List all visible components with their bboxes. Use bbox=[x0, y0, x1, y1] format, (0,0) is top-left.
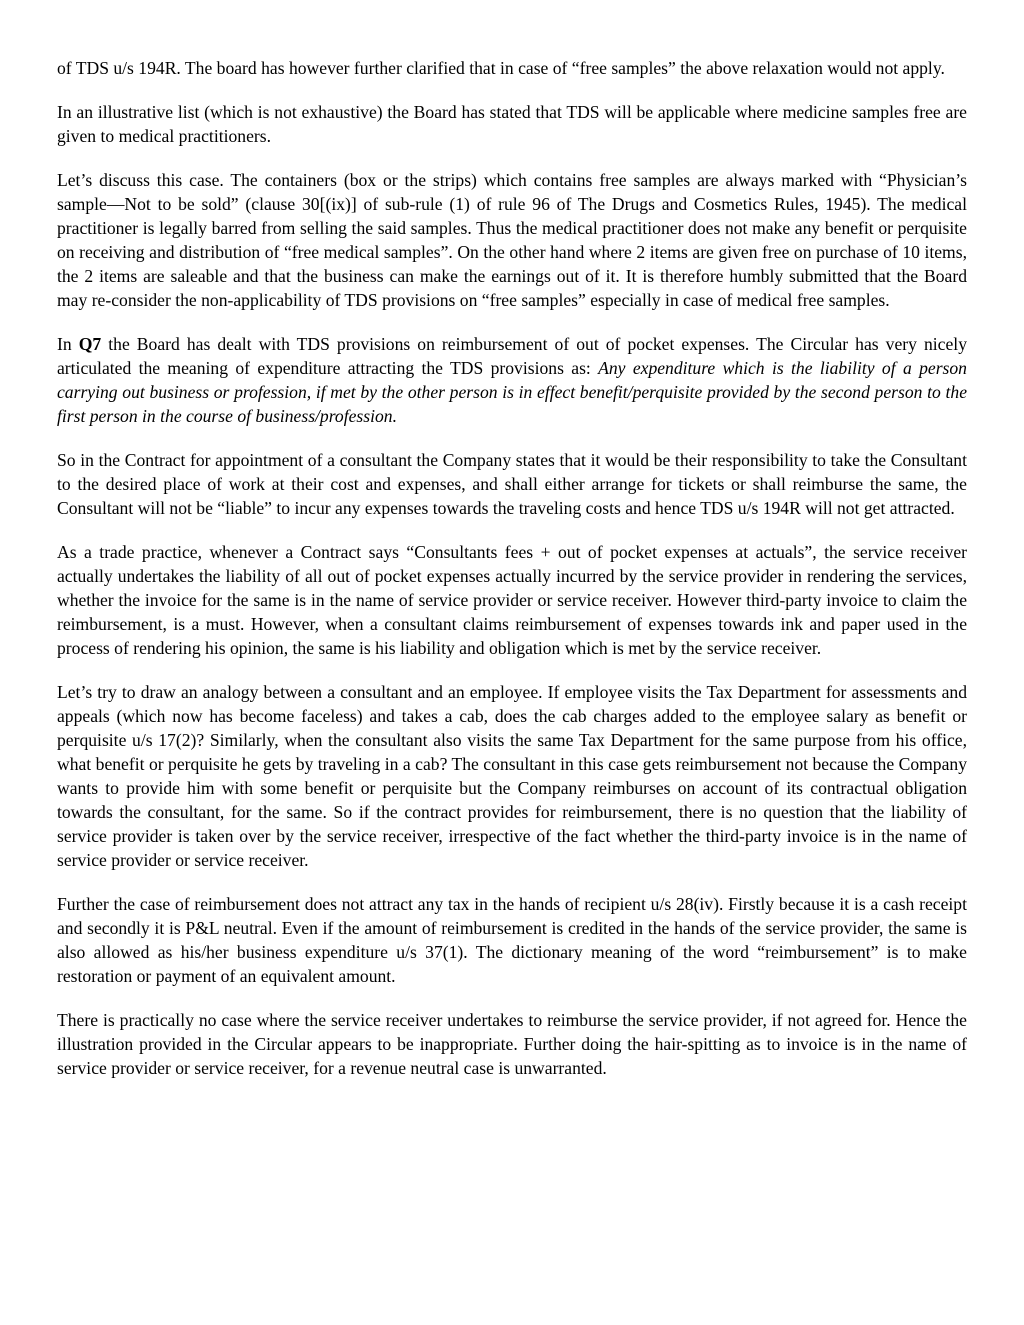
paragraph-4-question-ref: Q7 bbox=[78, 334, 102, 354]
paragraph-2: In an illustrative list (which is not exhaustive) the Board has stated that TDS will be applicable where medicine samples free are given to medical practitioners. bbox=[57, 102, 967, 146]
paragraph-1: of TDS u/s 194R. The board has however further clarified that in case of “free samples” the above relaxation would not apply. bbox=[57, 58, 945, 78]
paragraph-6: As a trade practice, whenever a Contract says “Consultants fees + out of pocket expenses at actuals”, the service receiver actually undertakes the liability of all out of pocket expenses actually incurred by the service provider in rendering the services, whether the invoice for the same is in the name of service provider or service receiver. However third-party invoice to claim the reimbursement, is a must. However, when a consultant claims reimbursement of expenses towards ink and paper used in the process of rendering his opinion, the same is his liability and obligation which is met by the service receiver. bbox=[57, 542, 967, 658]
paragraph-8: Further the case of reimbursement does not attract any tax in the hands of recipient u/s 28(iv). Firstly because it is a cash receipt and secondly it is P&L neutral. Even if the amount of reimbursement is credited in the hands of the service provider, the same is also allowed as his/her business expenditure u/s 37(1). The dictionary meaning of the word “reimbursement” is to make restoration or payment of an equivalent amount. bbox=[57, 894, 967, 986]
paragraph-5: So in the Contract for appointment of a consultant the Company states that it would be their responsibility to take the Consultant to the desired place of work at their cost and expenses, and shall either arrange for tickets or shall reimburse the same, the Consultant will not be “liable” to incur any expenses towards the traveling costs and hence TDS u/s 194R will not get attracted. bbox=[57, 450, 967, 518]
paragraph-3: Let’s discuss this case. The containers (box or the strips) which contains free samples are always marked with “Physician’s sample—Not to be sold” (clause 30[(ix)] of sub-rule (1) of rule 96 of The Drugs and Cosmetics Rules, 1945). The medical practitioner is legally barred from selling the said samples. Thus the medical practitioner does not make any benefit or perquisite on receiving and distribution of “free medical samples”. On the other hand where 2 items are given free on purchase of 10 items, the 2 items are saleable and that the business can make the earnings out of it. It is therefore humbly submitted that the Board may re-consider the non-applicability of TDS provisions on “free samples” especially in case of medical free samples. bbox=[57, 170, 967, 310]
paragraph-4-definition: Any expenditure which is the liability of a person carrying out business or profession, if met by the other person is in effect benefit/perquisite provided by the second person to the first person in the course of business/profession. bbox=[57, 358, 967, 426]
document-page bbox=[57, 56, 967, 1100]
paragraph-7: Let’s try to draw an analogy between a consultant and an employee. If employee visits the Tax Department for assessments and appeals (which now has become faceless) and takes a cab, does the cab charges added to the employee salary as benefit or perquisite u/s 17(2)? Similarly, when the consultant also visits the same Tax Department for the same purpose from his office, what benefit or perquisite he gets by traveling in a cab? The consultant in this case gets reimbursement not because the Company wants to provide him with some benefit or perquisite but the Company reimburses on account of its contractual obligation towards the consultant, for the same. So if the contract provides for reimbursement, there is no question that the liability of service provider is taken over by the service receiver, irrespective of the fact whether the third-party invoice is in the name of service provider or service receiver. bbox=[57, 682, 967, 870]
paragraph-4 bbox=[57, 332, 967, 428]
paragraph-4-text: the Board has dealt with TDS provisions on reimbursement of out of pocket expenses. The Circular has very nicely articulated the meaning of expenditure attracting the TDS provisions as: bbox=[57, 334, 967, 378]
paragraph-9: There is practically no case where the service receiver undertakes to reimburse the service provider, if not agreed for. Hence the illustration provided in the Circular appears to be inappropriate. Further doing the hair-spitting as to invoice is in the name of service provider or service receiver, for a revenue neutral case is unwarranted. bbox=[57, 1010, 967, 1078]
paragraph-4-lead: In bbox=[57, 334, 79, 354]
